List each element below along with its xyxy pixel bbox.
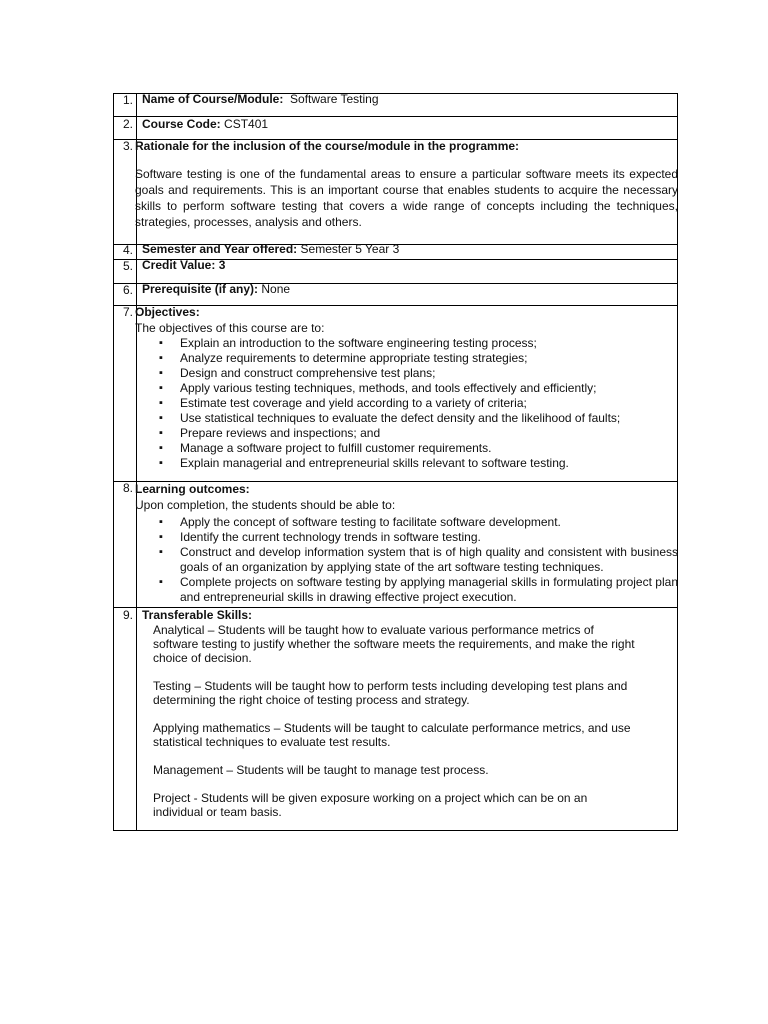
- row-number: 4.: [122, 243, 133, 257]
- skill-paragraph-testing: Testing – Students will be taught how to perform tests including developing test plans and determining the right choice of testing process and strategy.: [153, 679, 628, 707]
- learning-outcomes-label: Learning outcomes:: [135, 482, 250, 496]
- list-item: ▪ Prepare reviews and inspections; and: [135, 426, 678, 441]
- list-item: ▪ Analyze requirements to determine appropriate testing strategies;: [135, 351, 678, 366]
- transferable-skills-label: Transferable Skills:: [142, 608, 253, 622]
- list-item: ▪ Complete projects on software testing by applying managerial skills in formulating project plan and entrepreneurial skills in drawing effective project execution.: [135, 575, 678, 605]
- objectives-intro: The objectives of this course are to:: [135, 321, 325, 335]
- skill-paragraph-management: Management – Students will be taught to manage test process.: [153, 763, 489, 777]
- course-code-row: [142, 117, 678, 132]
- course-code-label: Course Code:: [142, 117, 221, 131]
- list-item: ▪ Apply the concept of software testing to facilitate software development.: [135, 515, 678, 530]
- list-item: ▪ Estimate test coverage and yield according to a variety of criteria;: [135, 396, 678, 411]
- learning-outcomes-intro: Upon completion, the students should be able to:: [135, 498, 396, 512]
- list-item: ▪ Explain an introduction to the software engineering testing process;: [135, 336, 678, 351]
- semester-label: Semester and Year offered:: [142, 242, 298, 256]
- learning-outcomes-row: [135, 482, 678, 497]
- list-item: ▪ Manage a software project to fulfill customer requirements.: [135, 441, 678, 456]
- rationale-label: Rationale for the inclusion of the course/module in the programme:: [135, 139, 520, 153]
- course-name-value: Software Testing: [290, 92, 379, 106]
- semester-row: [142, 242, 678, 257]
- prerequisite-row: [142, 282, 678, 297]
- row-number: 2.: [122, 117, 133, 131]
- transferable-skills-row: [142, 608, 678, 623]
- row-number: 7.: [122, 305, 133, 319]
- list-item: ▪ Identify the current technology trends in software testing.: [135, 530, 678, 545]
- semester-value: Semester 5 Year 3: [300, 242, 400, 256]
- rationale-text: Software testing is one of the fundamental areas to ensure a particular software meets its expected goals and requirements. This is an important course that enables students to acquire the necessary skills to perform software testing that covers a wide range of concepts including the techniques, strategies, processes, analysis and others.: [135, 167, 678, 229]
- row-number: 5.: [122, 259, 133, 273]
- transferable-skills-body: [153, 623, 635, 819]
- rationale-row: [135, 139, 678, 154]
- course-outline-table: [113, 93, 678, 831]
- course-name-row: [142, 92, 678, 107]
- learning-outcomes-list: [135, 515, 678, 605]
- prerequisite-label: Prerequisite (if any):: [142, 282, 259, 296]
- row-number: 6.: [122, 283, 133, 297]
- skill-paragraph-analytical: Analytical – Students will be taught how to evaluate various performance metrics of software testing to justify whether the software meets the requirements, and make the right choice of decision.: [153, 623, 635, 665]
- credit-value-row: [142, 258, 678, 273]
- course-code-value: CST401: [224, 117, 269, 131]
- list-item: ▪ Use statistical techniques to evaluate the defect density and the likelihood of faults;: [135, 411, 678, 426]
- list-item: ▪ Design and construct comprehensive test plans;: [135, 366, 678, 381]
- prerequisite-value: None: [261, 282, 291, 296]
- list-item: ▪ Apply various testing techniques, methods, and tools effectively and efficiently;: [135, 381, 678, 396]
- objectives-row: [135, 305, 678, 320]
- skill-paragraph-project: Project - Students will be given exposure working on a project which can be on an individual or team basis.: [153, 791, 588, 819]
- objectives-label: Objectives:: [135, 305, 200, 319]
- row-number: 8.: [122, 481, 133, 495]
- objectives-list: [135, 336, 678, 471]
- skill-paragraph-mathematics: Applying mathematics – Students will be taught to calculate performance metrics, and use statistical techniques to evaluate test results.: [153, 721, 631, 749]
- credit-value-label: Credit Value: 3: [142, 258, 226, 272]
- list-item: ▪ Explain managerial and entrepreneurial skills relevant to software testing.: [135, 456, 678, 471]
- row-number: 3.: [122, 139, 133, 153]
- list-item: ▪ Construct and develop information system that is of high quality and consistent with business goals of an organization by applying state of the art software testing techniques.: [135, 545, 678, 575]
- row-number: 9.: [122, 608, 133, 622]
- course-name-label: Name of Course/Module:: [142, 92, 284, 106]
- row-number: 1.: [122, 93, 133, 107]
